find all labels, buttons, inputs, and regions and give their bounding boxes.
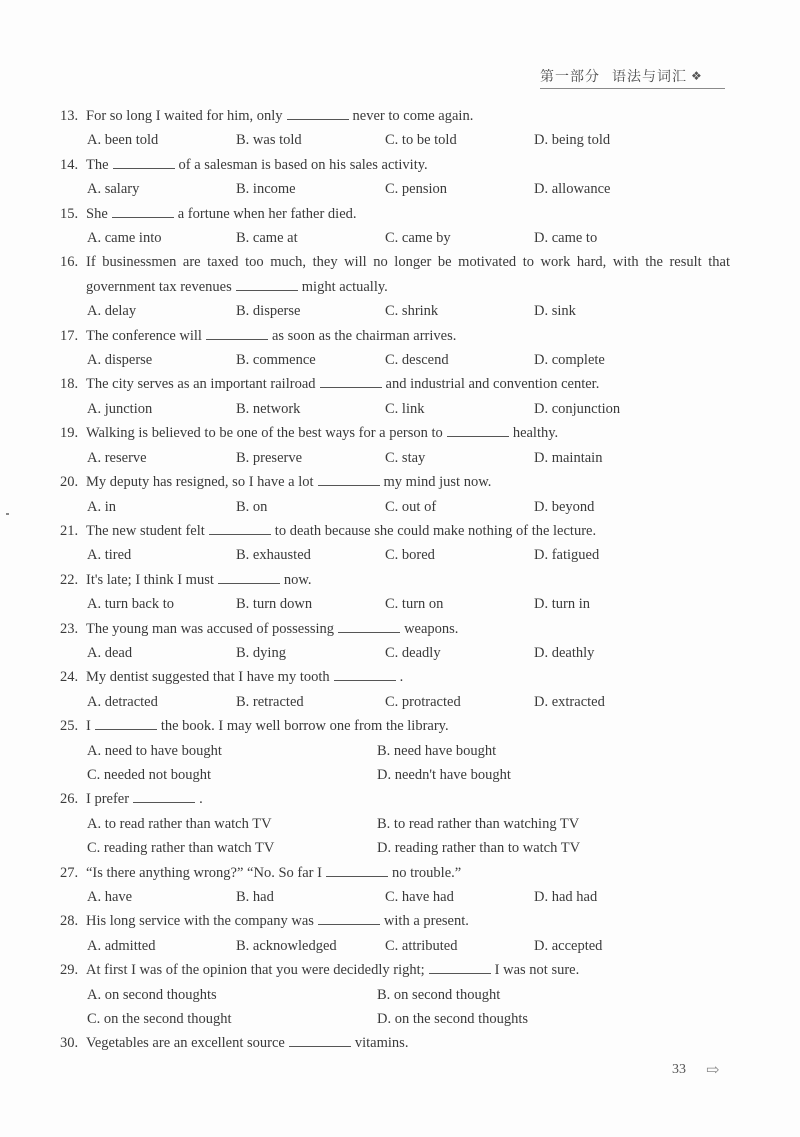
- option-d: D. turn in: [534, 596, 590, 613]
- question-stem: If businessmen are taxed too much, they will no longer be motivated to work hard, with the result that government tax revenues might actually.: [86, 254, 730, 295]
- option-c: C. stay: [385, 449, 426, 466]
- option-d: D. extracted: [534, 693, 605, 710]
- option-c: C. on the second thought: [87, 1011, 232, 1028]
- options-row: [60, 885, 730, 909]
- option-d: D. allowance: [534, 181, 611, 198]
- options-row: [60, 934, 730, 958]
- answer-blank: [334, 668, 396, 681]
- option-b: B. need have bought: [377, 742, 497, 759]
- option-d: D. conjunction: [534, 400, 621, 417]
- option-c: C. shrink: [385, 303, 439, 320]
- question-stem: I prefer .: [86, 791, 203, 808]
- question-number: 22.: [60, 571, 79, 588]
- question-number: 17.: [60, 327, 79, 344]
- question-27: [60, 861, 730, 910]
- question-25: [60, 714, 730, 787]
- question-23: [60, 617, 730, 666]
- option-c: C. have had: [385, 889, 454, 905]
- option-d: D. on the second thoughts: [377, 1011, 529, 1028]
- question-number: 23.: [60, 620, 79, 637]
- header-part: 第一部分: [540, 69, 600, 85]
- option-b: B. was told: [236, 132, 302, 149]
- option-d: D. sink: [534, 303, 576, 320]
- question-stem: Vegetables are an excellent source vitamins.: [86, 1035, 409, 1052]
- answer-blank: [218, 571, 280, 584]
- running-header: [540, 64, 725, 89]
- options-grid: [60, 812, 730, 861]
- option-b: B. on second thought: [377, 986, 501, 1003]
- option-a: A. tired: [87, 547, 132, 564]
- question-number: 19.: [60, 425, 79, 442]
- question-number: 18.: [60, 376, 79, 393]
- option-c: C. came by: [385, 230, 451, 247]
- option-c: C. descend: [385, 352, 449, 369]
- option-a: A. been told: [87, 132, 159, 149]
- question-stem: My deputy has resigned, so I have a lot my mind just now.: [86, 474, 492, 491]
- question-number: 29.: [60, 962, 79, 979]
- option-a: A. on second thoughts: [87, 986, 217, 1003]
- question-stem: Walking is believed to be one of the best ways for a person to healthy.: [86, 425, 559, 442]
- options-row: [60, 128, 730, 152]
- options-row: [60, 348, 730, 372]
- option-c: C. protracted: [385, 693, 461, 710]
- option-b: B. acknowledged: [236, 937, 337, 954]
- option-a: A. dead: [87, 644, 133, 661]
- option-a: A. junction: [87, 400, 153, 417]
- option-d: D. reading rather than to watch TV: [377, 840, 581, 857]
- question-stem: At first I was of the opinion that you were decidedly right; I was not sure.: [86, 962, 580, 979]
- diamond-ornament-icon: ❖: [691, 69, 703, 83]
- question-20: [60, 470, 730, 519]
- option-b: B. income: [236, 181, 296, 198]
- option-c: C. out of: [385, 498, 437, 515]
- question-stem: She a fortune when her father died.: [86, 205, 357, 222]
- option-b: B. disperse: [236, 303, 301, 320]
- options-row: [60, 495, 730, 519]
- question-list: [60, 104, 730, 1056]
- answer-blank: [113, 156, 175, 169]
- option-a: A. to read rather than watch TV: [87, 815, 272, 832]
- option-c: C. link: [385, 400, 425, 417]
- option-d: D. came to: [534, 230, 598, 247]
- options-row: [60, 592, 730, 616]
- options-row: [60, 543, 730, 567]
- header-section: 语法与词汇: [612, 69, 687, 85]
- question-number: 21.: [60, 522, 79, 539]
- question-stem: The of a salesman is based on his sales activity.: [86, 156, 428, 173]
- answer-blank: [338, 620, 400, 633]
- option-b: B. network: [236, 400, 301, 417]
- question-stem: For so long I waited for him, only never to come again.: [86, 108, 474, 124]
- option-a: A. have: [87, 889, 133, 905]
- options-row: [60, 641, 730, 665]
- answer-blank: [236, 278, 298, 291]
- answer-blank: [95, 717, 157, 730]
- question-17: [60, 324, 730, 373]
- option-b: B. exhausted: [236, 547, 311, 564]
- option-a: A. detracted: [87, 693, 158, 710]
- answer-blank: [318, 473, 380, 486]
- option-c: C. deadly: [385, 644, 441, 661]
- option-a: A. need to have bought: [87, 742, 222, 759]
- option-c: C. pension: [385, 181, 448, 198]
- option-c: C. reading rather than watch TV: [87, 840, 275, 857]
- option-c: C. to be told: [385, 132, 457, 149]
- option-d: D. being told: [534, 132, 611, 149]
- options-row: [60, 226, 730, 250]
- option-b: B. dying: [236, 644, 286, 661]
- question-16: [60, 250, 730, 323]
- answer-blank: [326, 864, 388, 877]
- answer-blank: [209, 522, 271, 535]
- question-number: 25.: [60, 718, 79, 735]
- option-d: D. accepted: [534, 937, 603, 954]
- answer-blank: [206, 327, 268, 340]
- answer-blank: [287, 107, 349, 120]
- option-c: C. bored: [385, 547, 435, 564]
- question-number: 16.: [60, 254, 79, 271]
- options-row: [60, 177, 730, 201]
- answer-blank: [447, 424, 509, 437]
- question-18: [60, 372, 730, 421]
- option-b: B. commence: [236, 352, 316, 369]
- answer-blank: [320, 375, 382, 388]
- question-stem: His long service with the company was with a present.: [86, 913, 469, 930]
- next-page-arrow-icon: ⇨: [706, 1062, 720, 1079]
- options-row: [60, 397, 730, 421]
- option-c: C. attributed: [385, 937, 458, 954]
- question-number: 30.: [60, 1035, 79, 1052]
- option-b: B. preserve: [236, 449, 303, 466]
- question-19: [60, 421, 730, 470]
- option-d: D. needn't have bought: [377, 766, 511, 783]
- answer-blank: [429, 961, 491, 974]
- question-stem: It's late; I think I must now.: [86, 571, 312, 588]
- question-number: 15.: [60, 205, 79, 222]
- question-number: 14.: [60, 156, 79, 173]
- option-b: B. came at: [236, 230, 298, 247]
- scan-speck: [6, 513, 9, 515]
- question-number: 26.: [60, 791, 79, 808]
- options-grid: [60, 739, 730, 788]
- question-number: 20.: [60, 474, 79, 491]
- question-30: [60, 1031, 730, 1055]
- question-number: 27.: [60, 864, 79, 881]
- option-b: B. retracted: [236, 693, 304, 710]
- question-15: [60, 202, 730, 251]
- question-stem: I the book. I may well borrow one from the library.: [86, 718, 449, 735]
- options-row: [60, 446, 730, 470]
- question-number: 28.: [60, 913, 79, 930]
- option-a: A. delay: [87, 303, 137, 320]
- option-a: A. reserve: [87, 449, 147, 466]
- question-14: [60, 153, 730, 202]
- option-a: A. turn back to: [87, 596, 174, 613]
- question-29: [60, 958, 730, 1031]
- options-row: [60, 299, 730, 323]
- question-24: [60, 665, 730, 714]
- question-stem: The conference will as soon as the chairman arrives.: [86, 327, 457, 344]
- question-13: [60, 104, 730, 153]
- answer-blank: [318, 912, 380, 925]
- question-26: [60, 787, 730, 860]
- question-21: [60, 519, 730, 568]
- option-a: A. disperse: [87, 352, 153, 369]
- option-a: A. salary: [87, 181, 140, 198]
- question-number: 24.: [60, 669, 79, 686]
- question-stem: My dentist suggested that I have my tooth .: [86, 669, 404, 686]
- answer-blank: [133, 790, 195, 803]
- option-b: B. to read rather than watching TV: [377, 815, 580, 832]
- answer-blank: [112, 205, 174, 218]
- option-d: D. deathly: [534, 644, 595, 661]
- options-grid: [60, 983, 730, 1032]
- option-a: A. in: [87, 498, 116, 515]
- option-a: A. admitted: [87, 937, 156, 954]
- question-28: [60, 909, 730, 958]
- question-22: [60, 568, 730, 617]
- option-d: D. beyond: [534, 498, 595, 515]
- options-row: [60, 690, 730, 714]
- option-b: B. turn down: [236, 596, 313, 613]
- question-stem: The young man was accused of possessing weapons.: [86, 620, 459, 637]
- option-d: D. maintain: [534, 449, 603, 466]
- option-d: D. fatigued: [534, 547, 600, 564]
- option-b: B. had: [236, 889, 274, 905]
- option-a: A. came into: [87, 230, 162, 247]
- page-number: 33: [672, 1062, 686, 1077]
- option-d: D. complete: [534, 352, 605, 369]
- option-d: D. had had: [534, 889, 598, 905]
- question-stem: The new student felt to death because she could make nothing of the lecture.: [86, 522, 597, 539]
- question-number: 13.: [60, 108, 79, 124]
- option-c: C. turn on: [385, 596, 444, 613]
- option-c: C. needed not bought: [87, 766, 212, 783]
- answer-blank: [289, 1034, 351, 1047]
- question-stem: “Is there anything wrong?” “No. So far I no trouble.”: [86, 864, 462, 881]
- question-stem: The city serves as an important railroad and industrial and convention center.: [86, 376, 600, 393]
- option-b: B. on: [236, 498, 268, 515]
